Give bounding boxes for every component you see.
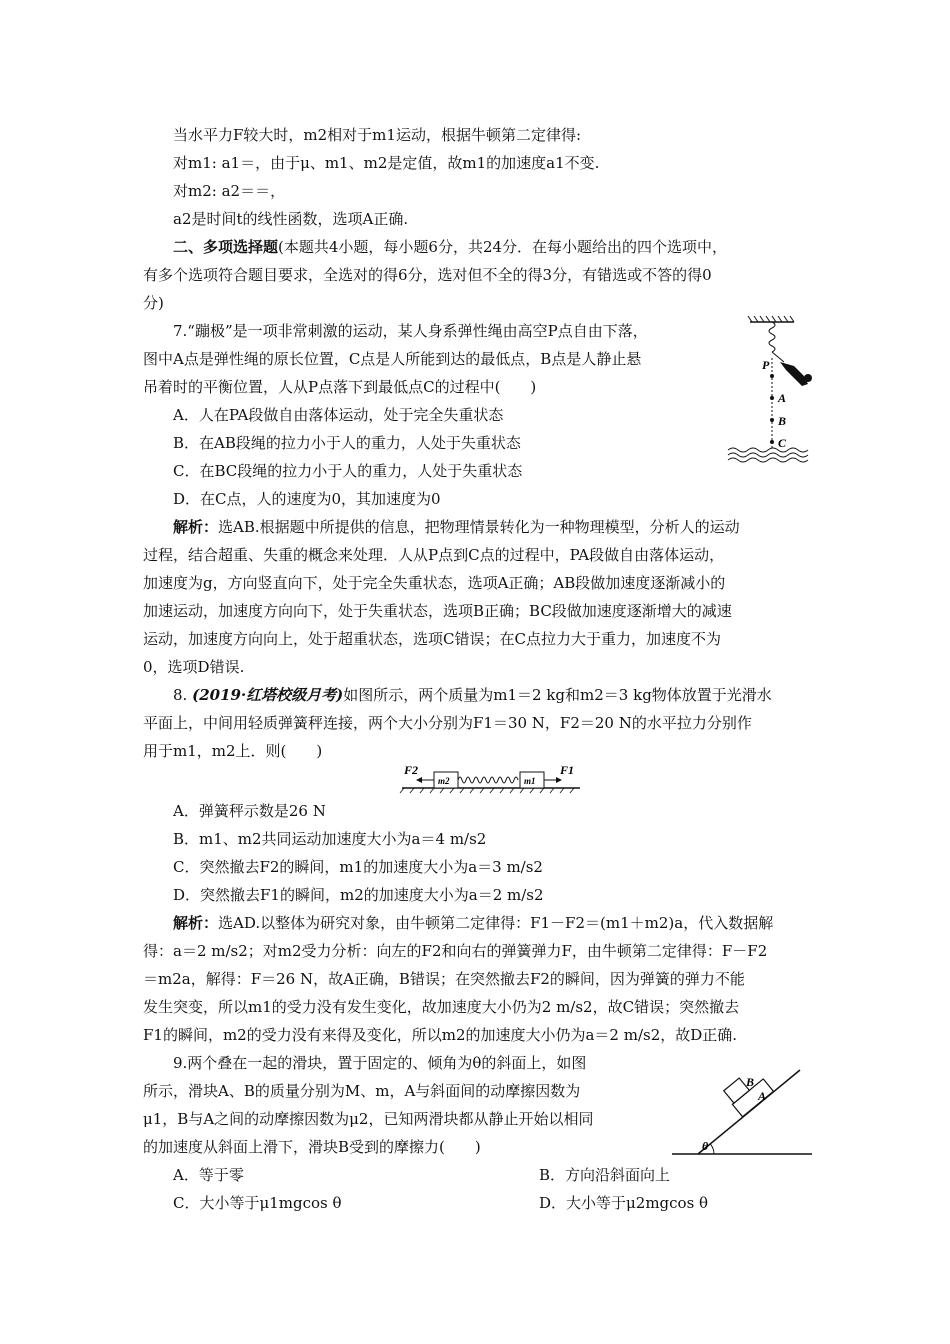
intro-line-4: a2是时间t的线性函数，选项A正确. — [173, 210, 409, 228]
arrow-left-icon — [416, 777, 422, 783]
intro-line-3: 对m2: a2＝＝， — [173, 182, 286, 200]
spring-icon — [458, 777, 518, 783]
block-b-label: B — [746, 1075, 755, 1089]
q9-stem-4: 的加速度从斜面上滑下，滑块B受到的摩擦力( ) — [143, 1138, 481, 1156]
q7-stem-1: 7.“蹦极”是一项非常刺激的运动，某人身系弹性绳由高空P点自由下落， — [173, 322, 648, 340]
q7-analysis-text-1: 选AB.根据题中所提供的信息，把物理情景转化为一种物理模型，分析人的运动 — [218, 518, 740, 536]
q7-analysis-label: 解析： — [173, 518, 219, 536]
section-desc-1: (本题共4小题，每小题6分，共24分．在每小题给出的四个选项中， — [278, 238, 728, 256]
q8-source: (2019·红塔校级月考) — [192, 686, 344, 704]
q9-incline-figure — [668, 1044, 814, 1160]
q8-analysis-3: ＝m2a，解得：F＝26 N，故A正确，B错误；在突然撤去F2的瞬间，因为弹簧的弹力不能 — [143, 970, 745, 988]
intro-line-2: 对m1: a1＝，由于μ、m1、m2是定值，故m1的加速度a1不变. — [173, 154, 600, 172]
q8-number: 8. — [173, 686, 188, 704]
m1-label: m1 — [524, 776, 536, 786]
q8-analysis-2: 得：a＝2 m/s2；对m2受力分析：向左的F2和向右的弹簧弹力F，由牛顿第二定律得：F－F2 — [143, 942, 768, 960]
section-desc-2: 有多个选项符合题目要求，全选对的得6分，选对但不全的得3分，有错选或不答的得0 — [143, 266, 712, 284]
q9-option-b: B．方向沿斜面向上 — [539, 1166, 671, 1184]
q7-analysis-5: 运动，加速度方向向上，处于超重状态，选项C错误；在C点拉力大于重力，加速度不为 — [143, 630, 721, 648]
q7-option-a: A．人在PA段做自由落体运动，处于完全失重状态 — [173, 406, 504, 424]
q7-stem-2: 图中A点是弹性绳的原长位置，C点是人所能到达的最低点，B点是人静止悬 — [143, 350, 642, 368]
q7-option-c: C．在BC段绳的拉力小于人的重力，人处于失重状态 — [173, 462, 523, 480]
m2-label: m2 — [438, 776, 450, 786]
q8-spring-figure — [398, 760, 584, 794]
q7-option-d: D．在C点，人的速度为0，其加速度为0 — [173, 490, 441, 508]
section-title: 二、多项选择题 — [173, 238, 279, 256]
q8-analysis-4: 发生突变，所以m1的受力没有发生变化，故加速度大小仍为2 m/s2，故C错误；突然撤去 — [143, 998, 740, 1016]
theta-label: θ — [702, 1139, 709, 1153]
section-desc-3: 分) — [143, 294, 164, 312]
q7-analysis-4: 加速运动，加速度方向向下，处于失重状态，选项B正确；BC段做加速度逐渐增大的减速 — [143, 602, 732, 620]
arrow-right-icon — [556, 777, 562, 783]
q8-analysis-text-1: 选AD.以整体为研究对象，由牛顿第二定律得：F1－F2＝(m1＋m2)a，代入数据解 — [218, 914, 774, 932]
q9-option-a: A．等于零 — [173, 1166, 244, 1184]
f1-label: F1 — [560, 763, 575, 777]
q7-option-b: B．在AB段绳的拉力小于人的重力，人处于失重状态 — [173, 434, 521, 452]
point-c-label: C — [778, 436, 787, 450]
block-a-label: A — [758, 1089, 767, 1103]
q8-analysis-5: F1的瞬间，m2的受力没有来得及变化，所以m2的加速度大小仍为a＝2 m/s2，故D正确. — [143, 1026, 738, 1044]
q9-option-c: C．大小等于μ1mgcos θ — [173, 1194, 342, 1212]
q8-option-c: C．突然撤去F2的瞬间，m1的加速度大小为a＝3 m/s2 — [173, 858, 543, 876]
q8-option-b: B．m1、m2共同运动加速度大小为a＝4 m/s2 — [173, 830, 487, 848]
jumper-icon — [780, 362, 808, 386]
q7-analysis-6: 0，选项D错误. — [143, 658, 245, 676]
q8-option-a: A．弹簧秤示数是26 N — [173, 802, 326, 820]
q9-stem-1: 9.两个叠在一起的滑块，置于固定的、倾角为θ的斜面上，如图 — [173, 1054, 587, 1072]
section-heading — [173, 238, 727, 256]
q7-analysis-2: 过程，结合超重、失重的概念来处理．人从P点到C点的过程中，PA段做自由落体运动， — [143, 546, 725, 564]
intro-line-1: 当水平力F较大时，m2相对于m1运动，根据牛顿第二定律得: — [173, 126, 581, 144]
q7-analysis-3: 加速度为g，方向竖直向下，处于完全失重状态，选项A正确；AB段做加速度逐渐减小的 — [143, 574, 726, 592]
q8-stem-2: 平面上，中间用轻质弹簧秤连接，两个大小分别为F1＝30 N，F2＝20 N的水平拉力分别作 — [143, 714, 752, 732]
q8-analysis-1 — [173, 914, 773, 932]
q8-stem-1 — [173, 686, 772, 704]
point-b-label: B — [778, 414, 787, 428]
q8-analysis-label: 解析： — [173, 914, 219, 932]
point-a-label: A — [778, 391, 787, 405]
q7-analysis-1 — [173, 518, 740, 536]
q7-stem-3: 吊着时的平衡位置，人从P点落下到最低点C的过程中( ) — [143, 378, 537, 396]
water-icon — [728, 448, 808, 462]
q9-stem-2: 所示，滑块A、B的质量分别为M、m，A与斜面间的动摩擦因数为 — [143, 1082, 581, 1100]
q9-option-d: D．大小等于μ2mgcos θ — [539, 1194, 709, 1212]
q8-stem-1-text: 如图所示，两个质量为m1＝2 kg和m2＝3 kg物体放置于光滑水 — [343, 686, 772, 704]
f2-label: F2 — [404, 763, 419, 777]
q7-bungee-figure — [722, 312, 814, 464]
q8-stem-3: 用于m1，m2上．则( ) — [143, 742, 323, 760]
point-p-label: P — [762, 358, 770, 372]
q8-option-d: D．突然撤去F1的瞬间，m2的加速度大小为a＝2 m/s2 — [173, 886, 544, 904]
q9-stem-3: μ1，B与A之间的动摩擦因数为μ2，已知两滑块都从静止开始以相同 — [143, 1110, 594, 1128]
